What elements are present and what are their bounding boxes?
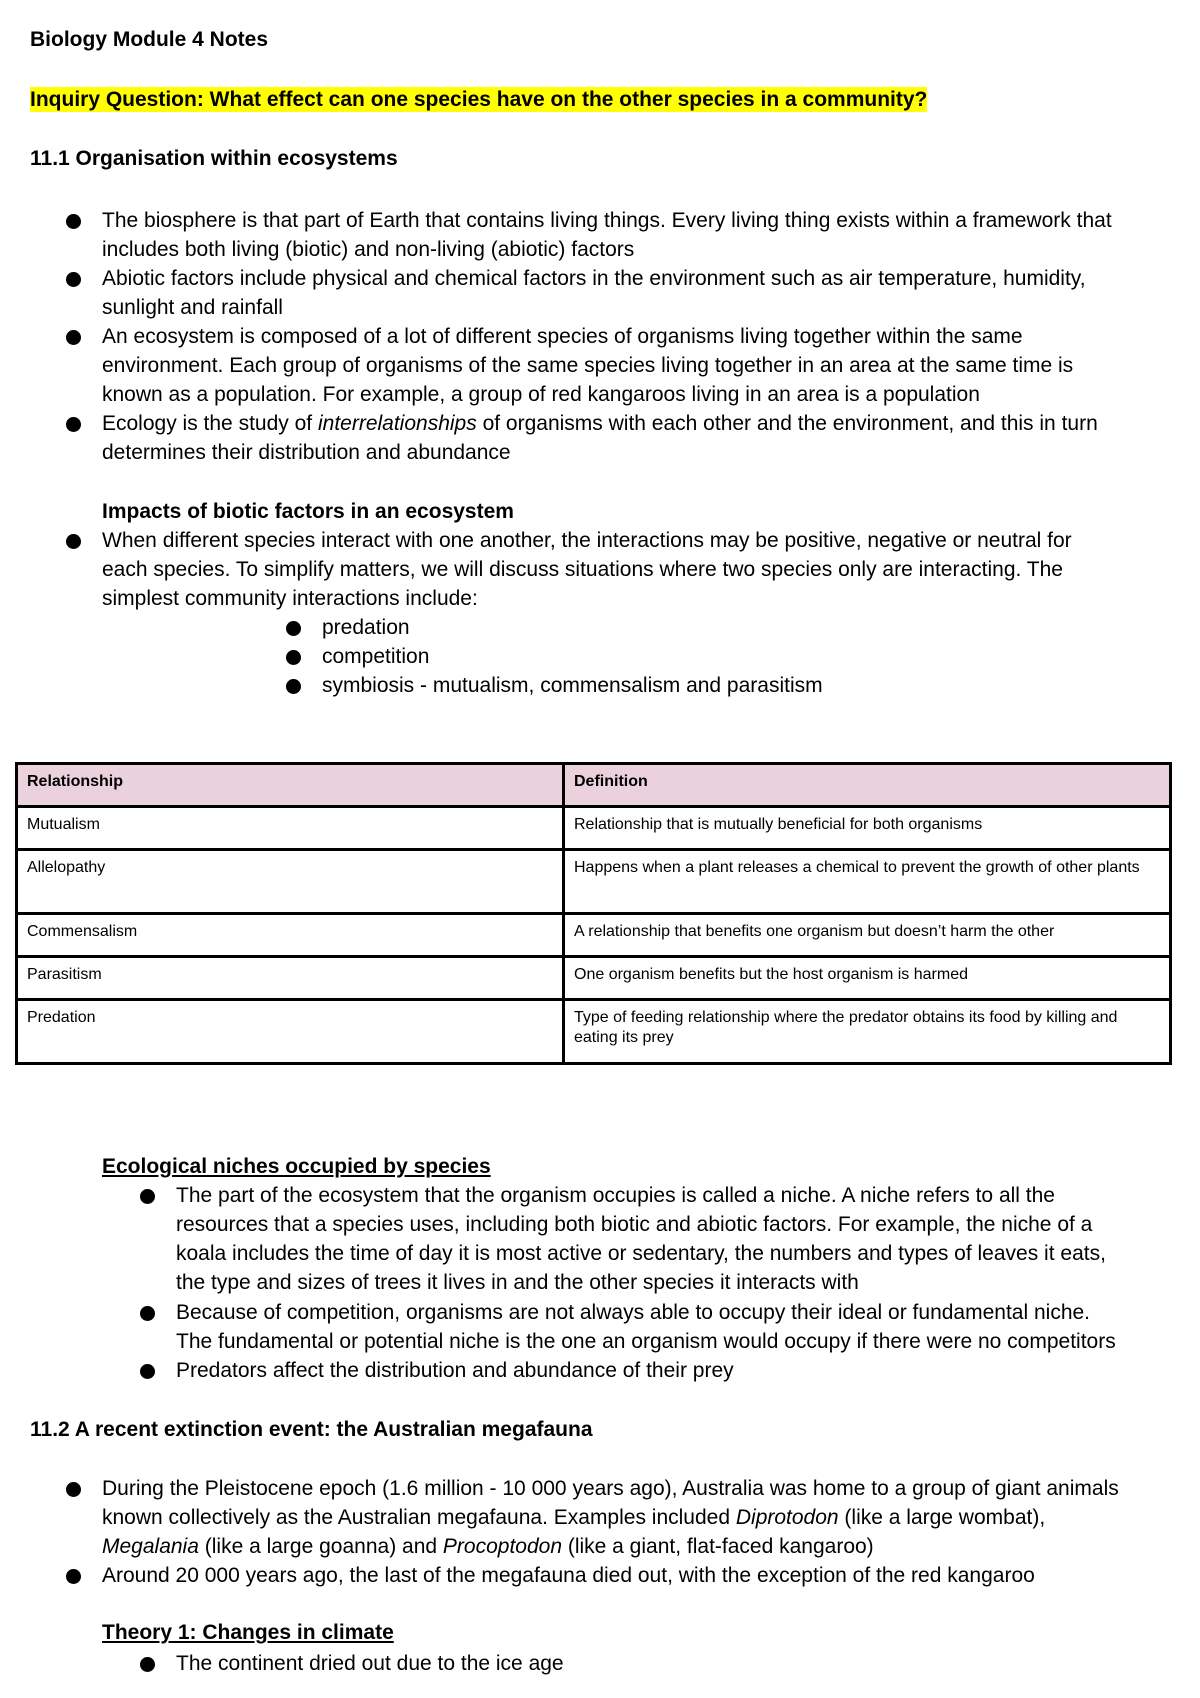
table-row: [17, 850, 1171, 914]
bullet-text: Predators affect the distribution and abundance of their prey: [176, 1359, 734, 1382]
bullet-icon: [66, 272, 81, 287]
bullet-text: simplest community interactions include:: [102, 587, 478, 610]
bullet-text: An ecosystem is composed of a lot of different species of organisms living together within the same: [102, 325, 1023, 348]
relationship-table: [15, 762, 1172, 1065]
table-cell: A relationship that benefits one organism but doesn’t harm the other: [564, 914, 1171, 957]
bullet-text: When different species interact with one another, the interactions may be positive, negative or neutral for: [102, 529, 1072, 552]
table-cell: Happens when a plant releases a chemical to prevent the growth of other plants: [564, 850, 1171, 914]
table-row: [17, 1000, 1171, 1064]
bullet-text: determines their distribution and abundance: [102, 441, 511, 464]
table-cell: Allelopathy: [17, 850, 564, 914]
bullet-text: Abiotic factors include physical and chemical factors in the environment such as air temperature, humidity,: [102, 267, 1086, 290]
bullet-text: each species. To simplify matters, we will discuss situations where two species only are interacting. The: [102, 558, 1063, 581]
bullet-icon: [66, 1569, 81, 1584]
bullet-text: The biosphere is that part of Earth that contains living things. Every living thing exists within a framework that: [102, 209, 1112, 232]
bullet-icon: [66, 330, 81, 345]
table-header-row: [17, 764, 1171, 807]
bullet-text: of organisms with each other and the environment, and this in turn: [482, 412, 1098, 435]
table-row: [17, 807, 1171, 850]
bullet-text: predation: [322, 616, 410, 639]
bullet-text: environment. Each group of organisms of the same species living together in an area at the same time is: [102, 354, 1074, 377]
bullet-icon: [66, 214, 81, 229]
column-header-relationship: Relationship: [17, 764, 564, 807]
table-cell: One organism benefits but the host organism is harmed: [564, 957, 1171, 1000]
bullet-icon: [66, 534, 81, 549]
table-cell: Parasitism: [17, 957, 564, 1000]
bullet-text: Ecology is the study of: [102, 412, 313, 435]
table-cell: Predation: [17, 1000, 564, 1064]
table-row: [17, 957, 1171, 1000]
emphasis-text: interrelationships: [317, 412, 477, 435]
bullet-text: resources that a species uses, including both biotic and abiotic factors. For example, the niche of a: [176, 1213, 1093, 1236]
species-name: Procoptodon: [442, 1535, 562, 1558]
bullet-text: Because of competition, organisms are not always able to occupy their ideal or fundamental niche.: [176, 1301, 1091, 1324]
bullet-icon: [66, 417, 81, 432]
table-cell: Mutualism: [17, 807, 564, 850]
bullet-text: Around 20 000 years ago, the last of the megafauna died out, with the exception of the red kangaroo: [102, 1564, 1035, 1587]
section-heading-11-1: 11.1 Organisation within ecosystems: [30, 147, 398, 170]
inquiry-question: [30, 88, 927, 112]
bullet-icon: [140, 1189, 155, 1204]
bullet-text: symbiosis - mutualism, commensalism and parasitism: [322, 674, 823, 697]
table-cell: Commensalism: [17, 914, 564, 957]
table-cell: Relationship that is mutually beneficial for both organisms: [564, 807, 1171, 850]
bullet-text: (like a large goanna) and: [198, 1535, 443, 1558]
bullet-text: koala includes the time of day it is most active or sedentary, the numbers and types of leaves it eats,: [176, 1242, 1106, 1265]
table-cell: Type of feeding relationship where the predator obtains its food by killing and eating its prey: [564, 1000, 1171, 1064]
bullet-text: The fundamental or potential niche is the one an organism would occupy if there were no competitors: [176, 1330, 1116, 1353]
table-row: [17, 914, 1171, 957]
bullet-text: known collectively as the Australian megafauna. Examples included: [102, 1506, 736, 1529]
bullet-text: includes both living (biotic) and non-living (abiotic) factors: [102, 238, 635, 261]
section-heading-11-2: 11.2 A recent extinction event: the Australian megafauna: [30, 1418, 593, 1441]
bullet-text: sunlight and rainfall: [102, 296, 283, 319]
bullet-text: During the Pleistocene epoch (1.6 million - 10 000 years ago), Australia was home to a group of giant animals: [102, 1477, 1119, 1500]
subheading-niches: Ecological niches occupied by species: [102, 1155, 491, 1178]
bullet-icon: [66, 1482, 81, 1497]
subheading-impacts: Impacts of biotic factors in an ecosystem: [102, 500, 514, 523]
bullet-text: (like a large wombat),: [838, 1506, 1046, 1529]
bullet-icon: [140, 1364, 155, 1379]
bullet-text: The part of the ecosystem that the organism occupies is called a niche. A niche refers to all the: [176, 1184, 1055, 1207]
subheading-theory-1: Theory 1: Changes in climate: [102, 1621, 394, 1644]
bullet-text: (like a giant, flat-faced kangaroo): [562, 1535, 874, 1558]
bullet-text: the type and sizes of trees it lives in and the other species it interacts with: [176, 1271, 859, 1294]
bullet-text: The continent dried out due to the ice age: [176, 1652, 564, 1675]
document-title: Biology Module 4 Notes: [30, 28, 269, 51]
species-name: Megalania: [102, 1535, 199, 1558]
column-header-definition: Definition: [564, 764, 1171, 807]
species-name: Diprotodon: [735, 1506, 839, 1529]
bullet-icon: [286, 621, 301, 636]
bullet-icon: [286, 650, 301, 665]
inquiry-question-text: Inquiry Question: What effect can one species have on the other species in a community?: [30, 88, 928, 111]
bullet-icon: [140, 1306, 155, 1321]
bullet-icon: [140, 1657, 155, 1672]
bullet-icon: [286, 679, 301, 694]
bullet-text: competition: [322, 645, 430, 668]
bullet-text: known as a population. For example, a group of red kangaroos living in an area is a population: [102, 383, 980, 406]
